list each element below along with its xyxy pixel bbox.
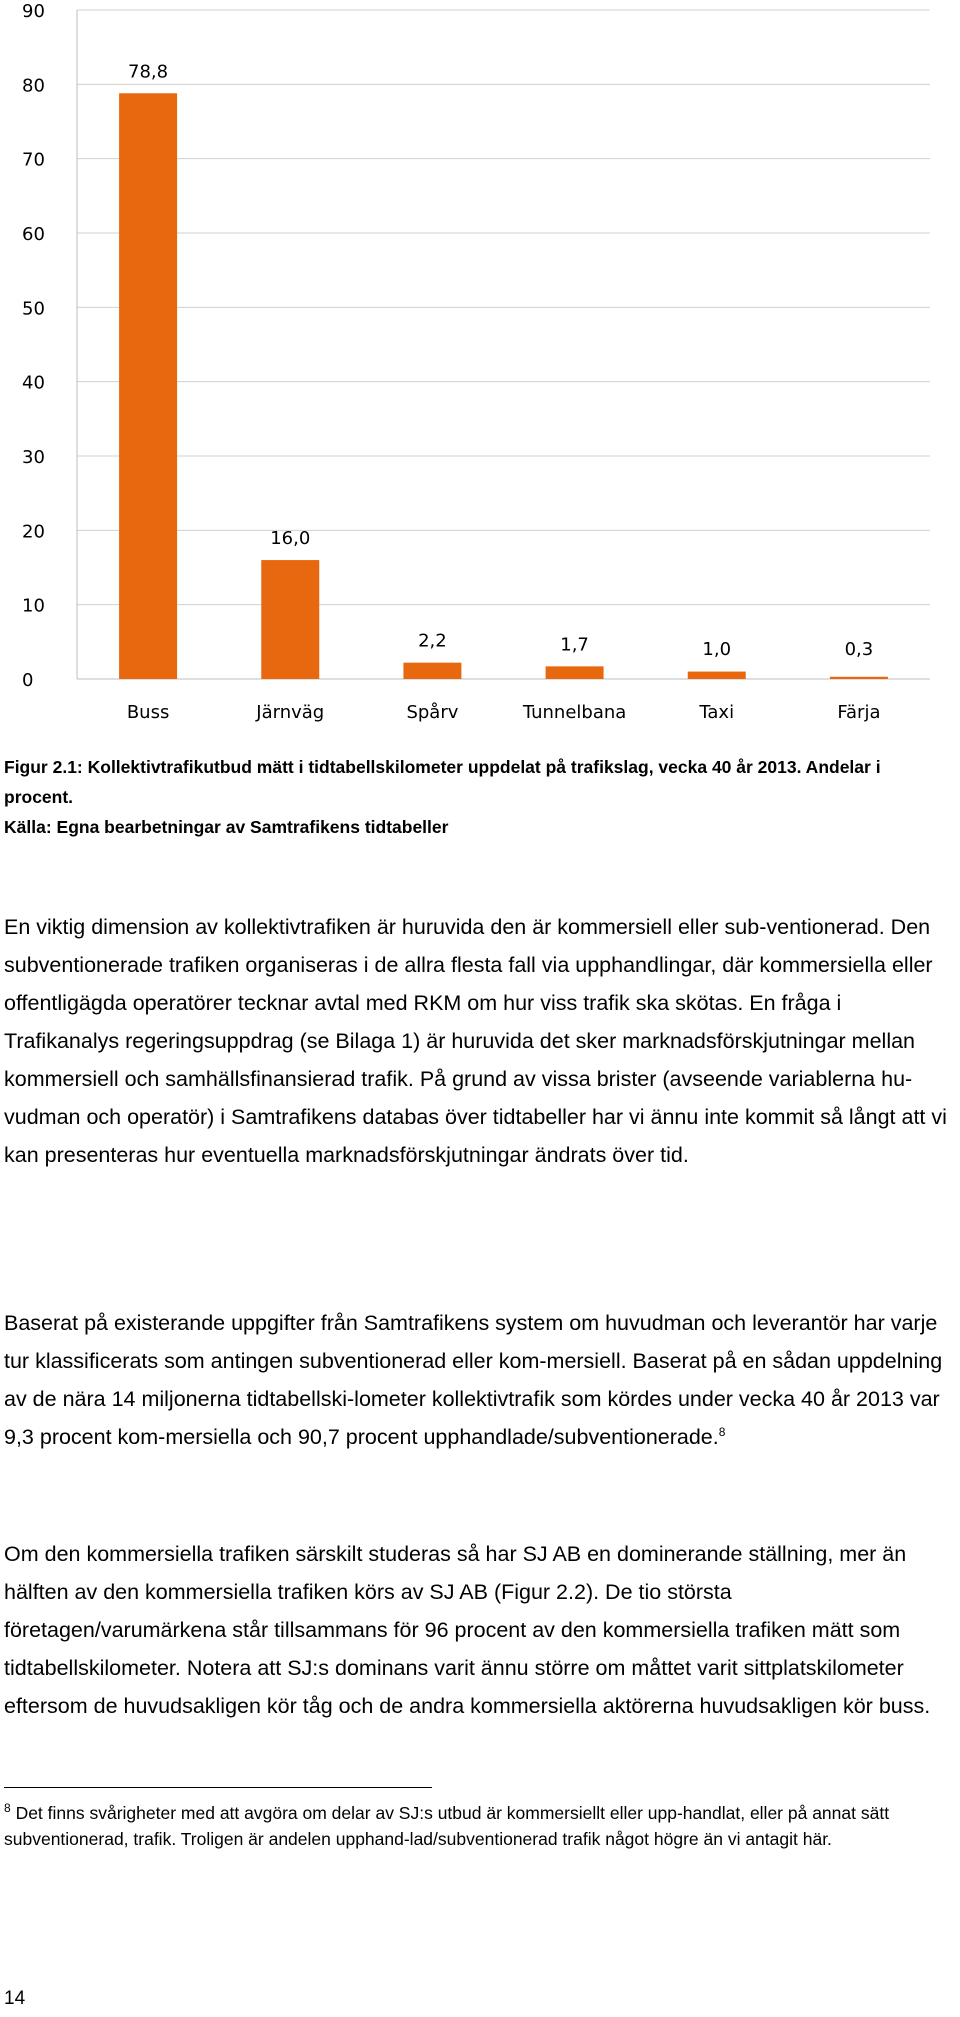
y-tick-label: 30 [22, 447, 45, 468]
y-tick-label: 20 [22, 521, 45, 543]
y-tick-label: 80 [22, 75, 45, 97]
x-tick-label: Taxi [699, 702, 735, 723]
y-tick-label: 10 [22, 595, 45, 617]
x-tick-label: Järnväg [256, 702, 325, 723]
bar-järnväg [261, 560, 319, 679]
x-tick-label: Buss [126, 702, 170, 723]
bar-taxi [688, 672, 746, 679]
bar-spårv [403, 663, 461, 679]
chart-bars [119, 93, 888, 679]
footnote-divider [4, 1787, 432, 1788]
x-tick-label: Tunnelbana [522, 702, 627, 723]
chart-gridlines [77, 10, 930, 605]
y-tick-label: 90 [22, 1, 45, 22]
y-tick-label: 0 [22, 670, 34, 691]
data-label: 1,7 [560, 634, 589, 656]
footnote-text: Det finns svårigheter med att avgöra om delar av SJ:s utbud är kommersiellt eller upp-handlat, eller på annat sätt subventionerad, trafik. Troligen är andelen upphand-lad/subventionerad trafik något högre än vi antagit här. [4, 1803, 890, 1849]
x-tick-label: Färja [837, 702, 881, 723]
y-tick-label: 50 [22, 298, 45, 320]
data-label: 0,3 [844, 639, 874, 660]
x-axis-ticks [127, 702, 881, 723]
figure-caption [4, 752, 954, 842]
figure-caption-source: Källa: Egna bearbetningar av Samtrafikens tidtabeller [4, 817, 449, 837]
data-label: 78,8 [128, 61, 169, 83]
footnote [4, 1800, 904, 1852]
page-number: 14 [4, 1988, 26, 2009]
data-label: 2,2 [418, 630, 447, 652]
paragraph-3: Om den kommersiella trafiken särskilt studeras så har SJ AB en dominerande ställning, mer än hälften av den kommersiella trafiken körs av SJ AB (Figur 2.2). De tio största företagen/varumärkena står tillsammans för 96 procent av den kommersiella trafiken mätt som tidtabellskilometer. Notera att SJ:s dominans varit ännu större om måttet varit sittplatskilometer eftersom de huvudsakligen kör tåg och de andra kommersiella aktörerna huvudsakligen kör buss. [4, 1542, 931, 1718]
paragraph-2 [4, 1304, 956, 1456]
data-label: 16,0 [270, 528, 311, 550]
y-axis-ticks [22, 1, 45, 691]
x-tick-label: Spårv [406, 702, 459, 723]
footnote-number: 8 [4, 1801, 11, 1816]
bar-chart [0, 0, 960, 730]
y-tick-label: 40 [22, 372, 45, 394]
footnote-reference: 8 [718, 1424, 726, 1439]
data-labels [128, 61, 873, 660]
bar-tunnelbana [546, 666, 604, 679]
bar-buss [119, 93, 177, 679]
bar-färja [830, 677, 888, 679]
data-label: 1,0 [702, 639, 732, 660]
y-tick-label: 60 [22, 224, 45, 245]
y-tick-label: 70 [22, 149, 45, 171]
paragraph-1: En viktig dimension av kollektivtrafiken är huruvida den är kommersiell eller sub-ventionerad. Den subventionerade trafiken organiseras i de allra flesta fall via upphandlingar, där kommersiella eller offentligägda operatörer tecknar avtal med RKM om hur viss trafik ska skötas. En fråga i Trafikanalys regeringsuppdrag (se Bilaga 1) är huruvida det sker marknadsförskjutningar mellan kommersiell och samhällsfinansierad trafik. På grund av vissa brister (avseende variablerna hu-vudman och operatör) i Samtrafikens databas över tidtabeller har vi ännu inte kommit så långt att vi kan presenteras hur eventuella marknadsförskjutningar ändrats över tid. [4, 915, 947, 1167]
paragraph-2-text: Baserat på existerande uppgifter från Samtrafikens system om huvudman och leverantör har varje tur klassificerats som antingen subventionerad eller kom-mersiell. Baserat på en sådan uppdelning av de nära 14 miljonerna tidtabellski-lometer kollektivtrafik som kördes under vecka 40 år 2013 var 9,3 procent kom-mersiella och 90,7 procent upphandlade/subventionerade. [4, 1311, 943, 1449]
figure-caption-title: Figur 2.1: Kollektivtrafikutbud mätt i tidtabellskilometer uppdelat på trafikslag, vecka 40 år 2013. Andelar i procent. [4, 757, 881, 807]
